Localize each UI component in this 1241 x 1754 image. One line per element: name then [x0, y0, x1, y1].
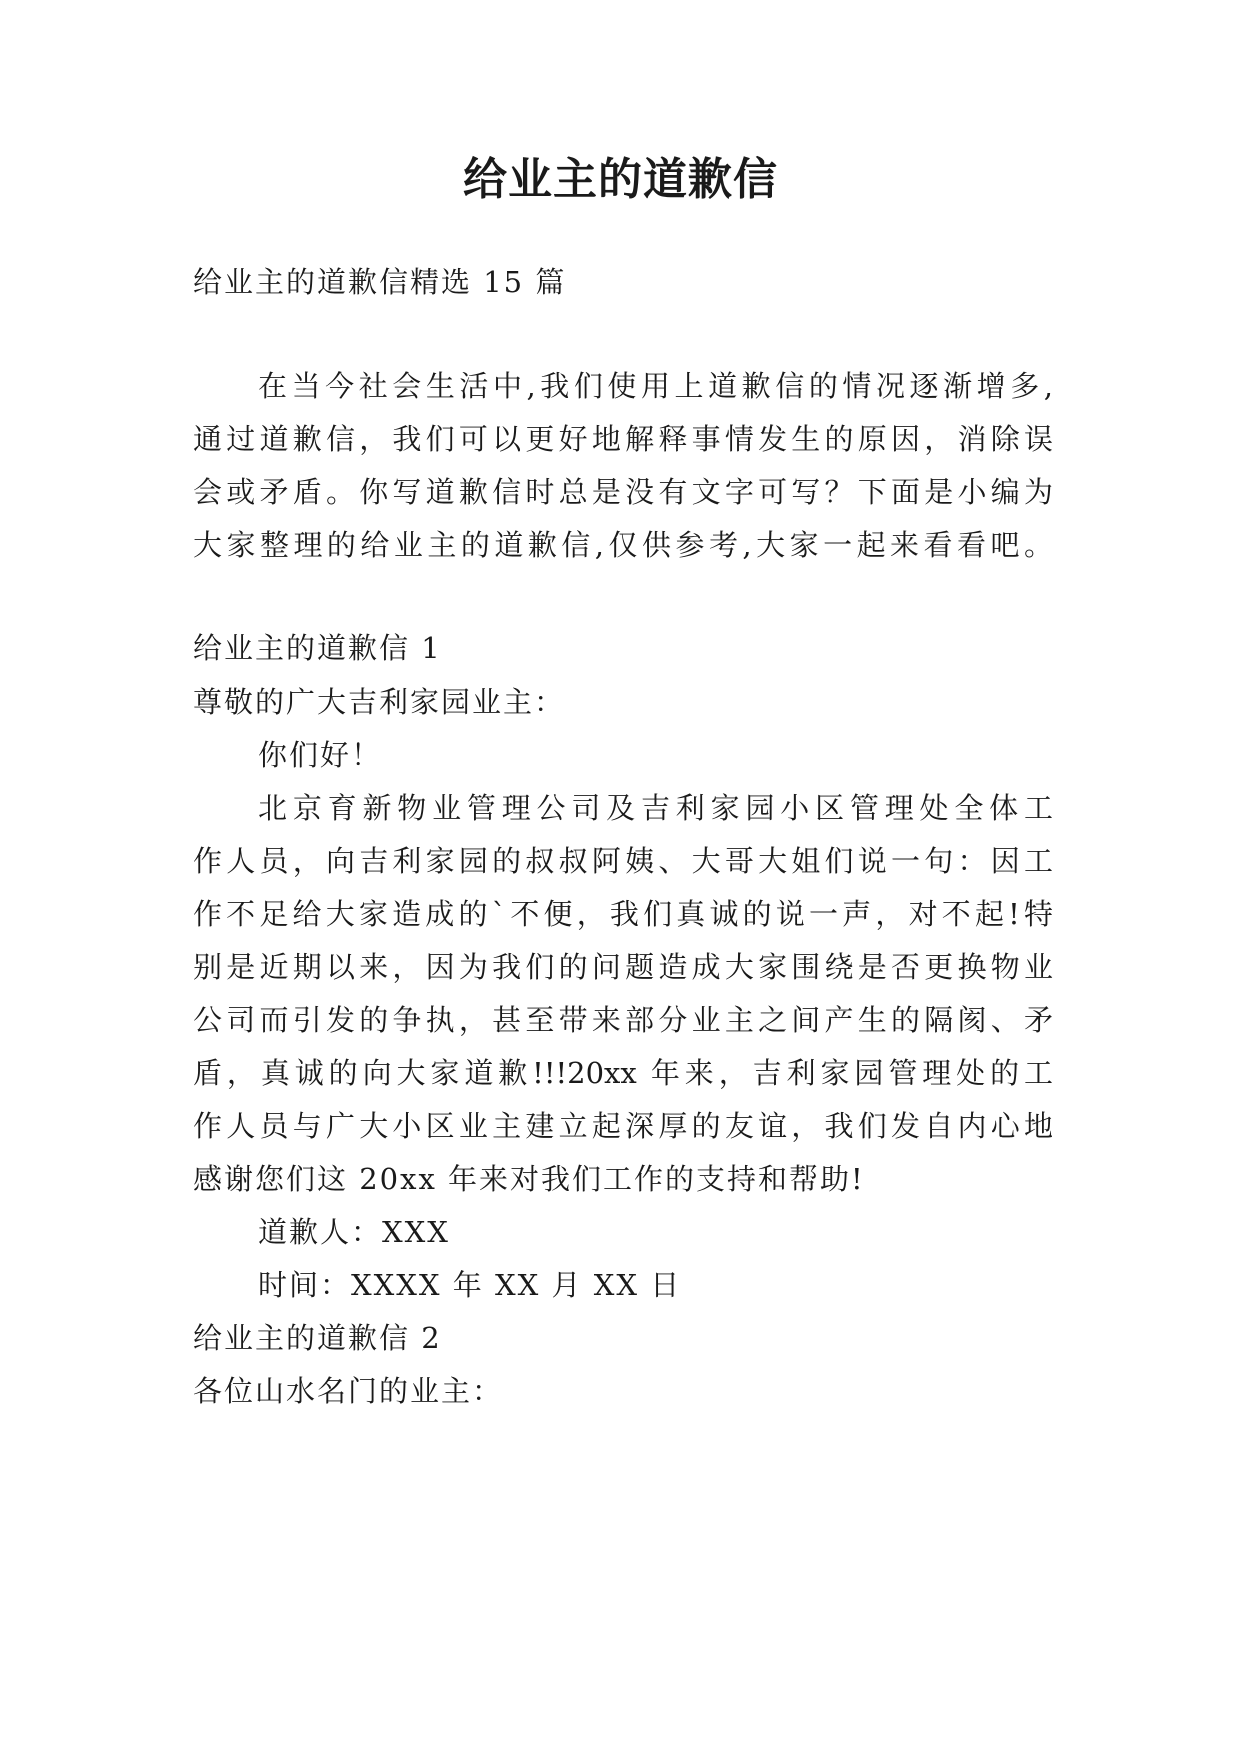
letter1-body-line-4: 别是近期以来，因为我们的问题造成大家围绕是否更换物业 [193, 950, 1053, 984]
letter2-salutation: 各位山水名门的业主： [193, 1374, 504, 1408]
intro-line-3: 会或矛盾。你写道歉信时总是没有文字可写？下面是小编为 [193, 475, 1053, 509]
letter1-body-line-8: 感谢您们这 20xx 年来对我们工作的支持和帮助! [193, 1162, 865, 1196]
letter1-date: 时间：XXXX 年 XX 月 XX 日 [258, 1268, 682, 1302]
intro-line-4: 大家整理的给业主的道歉信,仅供参考,大家一起来看看吧。 [193, 528, 1053, 562]
letter1-salutation: 尊敬的广大吉利家园业主： [193, 685, 566, 719]
intro-line-1: 在当今社会生活中,我们使用上道歉信的情况逐渐增多, [258, 369, 1053, 403]
letter1-heading: 给业主的道歉信 1 [193, 631, 442, 665]
intro-line-2: 通过道歉信，我们可以更好地解释事情发生的原因，消除误 [193, 422, 1053, 456]
document-subtitle: 给业主的道歉信精选 15 篇 [193, 265, 567, 299]
letter1-body-line-5: 公司而引发的争执，甚至带来部分业主之间产生的隔阂、矛 [193, 1003, 1053, 1037]
letter1-body-line-7: 作人员与广大小区业主建立起深厚的友谊，我们发自内心地 [193, 1109, 1053, 1143]
letter1-body-line-6: 盾，真诚的向大家道歉!!!20xx 年来，吉利家园管理处的工 [193, 1056, 1053, 1090]
letter1-body-line-2: 作人员，向吉利家园的叔叔阿姨、大哥大姐们说一句：因工 [193, 844, 1053, 878]
letter1-signer: 道歉人：XXX [258, 1215, 450, 1249]
document-title: 给业主的道歉信 [463, 154, 778, 205]
letter1-body-line-1: 北京育新物业管理公司及吉利家园小区管理处全体工 [258, 791, 1053, 825]
letter1-body-line-3: 作不足给大家造成的`不便，我们真诚的说一声，对不起!特 [193, 897, 1053, 931]
letter2-heading: 给业主的道歉信 2 [193, 1321, 442, 1355]
letter1-greeting: 你们好！ [258, 738, 383, 772]
